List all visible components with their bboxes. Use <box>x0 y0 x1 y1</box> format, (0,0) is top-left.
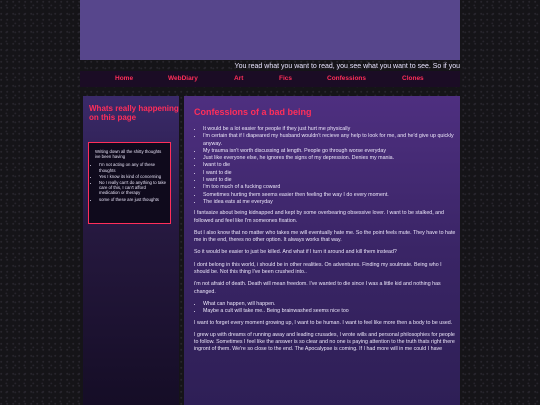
list-item: • My trauma isn't worth discussing at length. People go through worse everyday <box>203 148 456 155</box>
paragraph: I want to forget every moment growing up, I want to be human. I want to feel like more then a body to be used. <box>194 319 453 326</box>
list-item: • Just like everyone else, he ignores the signs of my depression. Denies my mania. <box>203 155 456 162</box>
main-content <box>184 96 460 405</box>
sidebar <box>83 96 179 405</box>
list-item: • I'm too much of a fucking coward <box>203 184 456 191</box>
sidebar-intro: Writing down all the shitty thoughts ive been having <box>95 149 162 160</box>
paragraph: So it would be easier to just be killed. And what if I turn it around and kill them instead? <box>194 249 397 256</box>
list-item: • Iwant to die <box>203 162 456 169</box>
nav-art-link[interactable]: Art <box>234 75 244 82</box>
list-item: • Maybe a cult will take me.. Being brainwashed seems nice too <box>203 308 456 315</box>
scrolling-marquee: You read what you want to read, you see what you want to see. So if you <box>234 63 460 70</box>
paragraph: I dont belong in this world, i should be in other realities. On adventures. Finding my soulmate. Being who I should be. Not this thing I've been crushed into.. <box>194 261 442 276</box>
list-item: • I want to die <box>203 170 456 177</box>
confession-list <box>194 126 456 206</box>
paragraph: I fantasize about being kidnapped and kept by some overbearing obsessive lover. I want to be stalked, and followed and feel like I'm someones fixation. <box>194 210 444 224</box>
list-item: • Yes I know its kind of concerning <box>99 174 166 179</box>
nav-home-link[interactable]: Home <box>115 75 134 82</box>
header-banner <box>80 0 460 60</box>
list-item: • I'm certain that if I diapeared my husband wouldn't recieve any help to look for me, and he'd give up quickly anyway. <box>203 133 456 148</box>
page-wrapper <box>80 0 460 405</box>
sidebar-list <box>89 162 170 201</box>
list-item: • I want to die <box>203 177 456 184</box>
nav-clones-link[interactable]: Clones <box>402 75 424 82</box>
list-item: • some of these are just thoughts <box>99 197 166 202</box>
top-nav <box>80 71 460 87</box>
list-item: • The idea eats at me everyday <box>203 199 456 206</box>
second-list <box>194 301 456 316</box>
paragraph: But I also know that no matter who takes me will eventually hate me. So the point feels mute. They have to hate me in the end, theres no other option. It always works that way. <box>194 229 456 244</box>
nav-fics-link[interactable]: Fics <box>279 75 293 82</box>
list-item: • What can happen, will happen. <box>203 301 456 308</box>
nav-webdiary-link[interactable]: WebDiary <box>168 75 198 82</box>
sidebar-title: Whats really happening on this page <box>89 104 179 122</box>
list-item: • Sometimes hurting them seems easier then feeling the way I do every moment. <box>203 192 456 199</box>
list-item: • It would be a lot easier for people if they just hurt me physically <box>203 126 456 133</box>
main-body <box>194 126 456 359</box>
sidebar-info-box <box>88 142 171 224</box>
paragraph: I grew up with dreams of running away and leading crusades, I wrote wills and personal philosophies for people to follow. Sometimes I feel like the answer is so clear and no one is paying attention to the truth thats right there ingront of them. We're so close to the end. The Apocalypse is coming. If I had more will in me could I have <box>194 331 455 353</box>
list-item: • No I really can't do anything to take care of this, I can't afford medication or therapy <box>99 180 166 196</box>
page-title: Confessions of a bad being <box>194 107 312 117</box>
list-item: • I'm not acting on any of these thoughts <box>99 162 166 172</box>
nav-confessions-link[interactable]: Confessions <box>327 75 367 82</box>
paragraph: i'm not afraid of death. Death will mean freedom. I've wanted to die since I was a little kid and nothing has changed. <box>194 281 441 295</box>
